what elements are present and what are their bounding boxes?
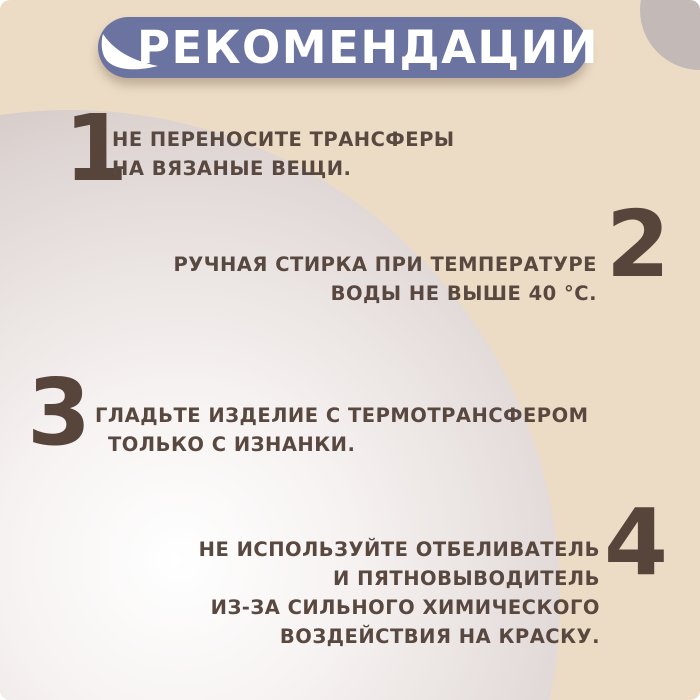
page-title: РЕКОМЕНДАЦИИ [137, 21, 599, 74]
item-4-line-3: ИЗ-ЗА СИЛЬНОГО ХИМИЧЕСКОГО [210, 596, 600, 619]
item-4-text [199, 535, 600, 651]
item-2-line-2: ВОДЫ НЕ ВЫШЕ 40 °C. [330, 282, 597, 305]
item-1-line-1: НЕ ПЕРЕНОСИТЕ ТРАНСФЕРЫ [112, 128, 455, 151]
page-curl-icon [100, 32, 162, 72]
item-1-number: 1 [64, 95, 129, 202]
item-3-text [95, 401, 589, 459]
corner-circle-decoration [640, 0, 700, 70]
item-1-line-2: НА ВЯЗАНЫЕ ВЕЩИ. [112, 157, 352, 180]
title-badge [98, 17, 599, 78]
item-2-text [173, 250, 597, 308]
item-3-number: 3 [27, 359, 92, 466]
item-3-line-2: ТОЛЬКО С ИЗНАНКИ. [108, 433, 356, 456]
item-1-text [112, 125, 455, 183]
item-4-line-2: И ПЯТНОВЫВОДИТЕЛЬ [332, 567, 600, 590]
item-4-line-4: ВОЗДЕЙСТВИЯ НА КРАСКУ. [279, 625, 600, 648]
item-2-line-1: РУЧНАЯ СТИРКА ПРИ ТЕМПЕРАТУРЕ [173, 253, 597, 276]
item-2-number: 2 [605, 191, 670, 298]
item-3-line-1: ГЛАДЬТЕ ИЗДЕЛИЕ С ТЕРМОТРАНСФЕРОМ [95, 404, 589, 427]
item-4-number: 4 [603, 489, 668, 596]
item-4-line-1: НЕ ИСПОЛЬЗУЙТЕ ОТБЕЛИВАТЕЛЬ [198, 538, 600, 561]
